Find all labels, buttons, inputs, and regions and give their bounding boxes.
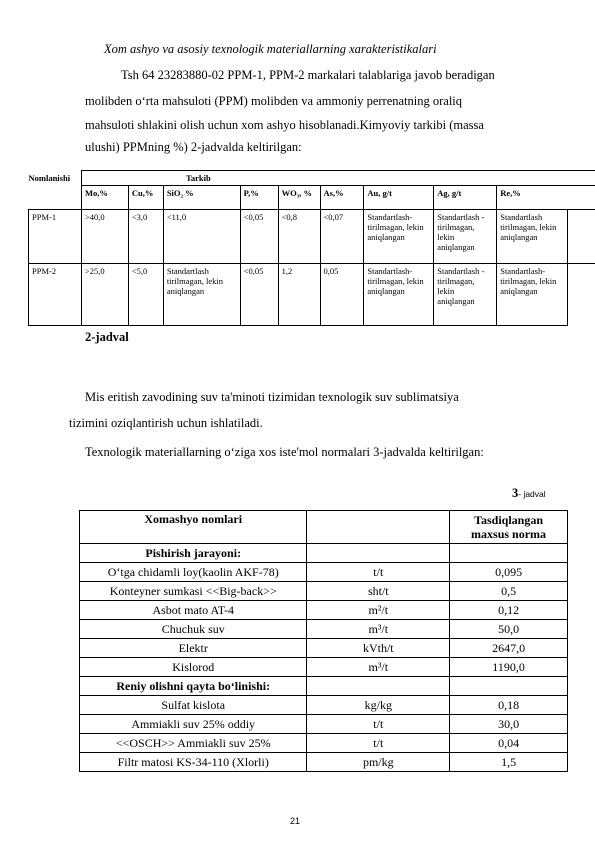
paragraph-line: Tsh 64 23283880-02 PPM-1, PPM-2 markalari talablariga javob beradigan [121,68,495,82]
header-unit [307,511,450,544]
paragraph-3: Texnologik materiallarning o‘ziga xos iste'mol normalari 3-jadvalda keltirilgan: [85,445,484,459]
cell: <0,05 [240,264,278,326]
paragraph-line: tizimini oziqlantirish uchun ishlatiladi. [69,416,263,430]
col-header: As,% [320,186,364,210]
caption-word: - jadval [518,489,546,499]
cell: Sulfat kislota [80,696,307,715]
table-row [80,582,568,601]
cell: sht/t [307,582,450,601]
table-row [80,563,568,582]
table-header-row [80,511,568,544]
cell: Asbot mato AT-4 [80,601,307,620]
cell: kg/kg [307,696,450,715]
cell: 1,5 [450,753,568,772]
cell [450,544,568,563]
cell: >25,0 [81,264,128,326]
cell: 0,12 [450,601,568,620]
cell: <3,0 [128,210,163,264]
row-name: PPM-2 [29,264,82,326]
name-header: Nomlanishi [29,171,82,210]
cell: <<OSCH>> Ammiakli suv 25% [80,734,307,753]
cell: Kislorod [80,658,307,677]
table-row [80,734,568,753]
table-row [80,753,568,772]
cell: >40,0 [81,210,128,264]
cell: 0,18 [450,696,568,715]
cell: Konteyner sumkasi <<Big-back>> [80,582,307,601]
cell [568,264,595,326]
paragraph-line: Mis eritish zavodining suv ta'minoti tizimidan texnologik suv sublimatsiya [85,390,459,404]
col-header: Cu,% [128,186,163,210]
cell: 2647,0 [450,639,568,658]
col-header: Re,% [497,186,595,210]
table-row [80,601,568,620]
cell: pm/kg [307,753,450,772]
table-caption [512,484,546,502]
paragraph-line: mahsuloti shlakini olish uchun xom ashyo hisoblanadi.Kimyoviy tarkibi (massa [85,118,484,132]
cell: 30,0 [450,715,568,734]
cell: Standartlash tirilmagan, lekin aniqlangan [497,210,568,264]
row-name: PPM-1 [29,210,82,264]
col-header: Au, g/t [364,186,434,210]
cell: Elektr [80,639,307,658]
cell: t/t [307,715,450,734]
cell: Chuchuk suv [80,620,307,639]
col-header: WO₃, % [278,186,320,210]
norms-table [79,510,568,772]
table-row [80,658,568,677]
cell: 0,5 [450,582,568,601]
cell: O‘tga chidamli loy(kaolin AKF-78) [80,563,307,582]
header-name: Xomashyo nomlari [80,511,307,544]
col-header: P,% [240,186,278,210]
section-row [80,544,568,563]
cell [307,677,450,696]
group-header: Tarkib [81,171,595,186]
cell: 0,04 [450,734,568,753]
table-row [80,639,568,658]
cell: 1190,0 [450,658,568,677]
cell: Standartlash-tirilmagan, lekin aniqlangan [364,264,434,326]
cell: Standartlash - tirilmagan, lekin aniqlangan [434,264,497,326]
cell: t/t [307,734,450,753]
cell: Standartlash-tirilmagan, lekin aniqlangan [497,264,568,326]
col-header: Ag, g/t [434,186,497,210]
cell: 0,095 [450,563,568,582]
section-heading: Xom ashyo va asosiy texnologik materiallarning xarakteristikalari [104,42,437,56]
table-row [29,264,595,326]
composition-table [28,170,595,326]
cell: m²/t [307,601,450,620]
cell: <5,0 [128,264,163,326]
section-title: Reniy olishni qayta bo‘linishi: [80,677,307,696]
table-row [80,620,568,639]
page-number: 21 [290,816,301,826]
cell [450,677,568,696]
paragraph-line: ulushi) PPMning %) 2-jadvalda keltirilgan: [85,140,302,154]
cell: Ammiakli suv 25% oddiy [80,715,307,734]
table-caption: 2-jadval [85,330,129,344]
cell: m³/t [307,658,450,677]
paragraph-line: molibden o‘rta mahsuloti (PPM) molibden va ammoniy perrenatning oraliq [85,94,463,108]
cell: Standartlash tirilmagan, lekin aniqlangan [163,264,240,326]
section-title: Pishirish jarayoni: [80,544,307,563]
cell: <0,07 [320,210,364,264]
cell: 50,0 [450,620,568,639]
cell: kVth/t [307,639,450,658]
cell: Filtr matosi KS-34-110 (Xlorli) [80,753,307,772]
cell: Standartlash-tirilmagan, lekin aniqlangan [364,210,434,264]
table-row [80,696,568,715]
caption-number: 3 [512,486,519,500]
cell: <11,0 [163,210,240,264]
cell: <0,05 [240,210,278,264]
table-row [80,715,568,734]
col-header: Mo,% [81,186,128,210]
cell: 0,05 [320,264,364,326]
cell: <0,8 [278,210,320,264]
cell [568,210,595,264]
cell: m³/t [307,620,450,639]
table-row [29,210,595,264]
section-row [80,677,568,696]
col-header: SiO₂ % [163,186,240,210]
cell: t/t [307,563,450,582]
header-norm: Tasdiqlangan maxsus norma [450,511,568,544]
cell: 1,2 [278,264,320,326]
cell [307,544,450,563]
cell: Standartlash - tirilmagan, lekin aniqlangan [434,210,497,264]
